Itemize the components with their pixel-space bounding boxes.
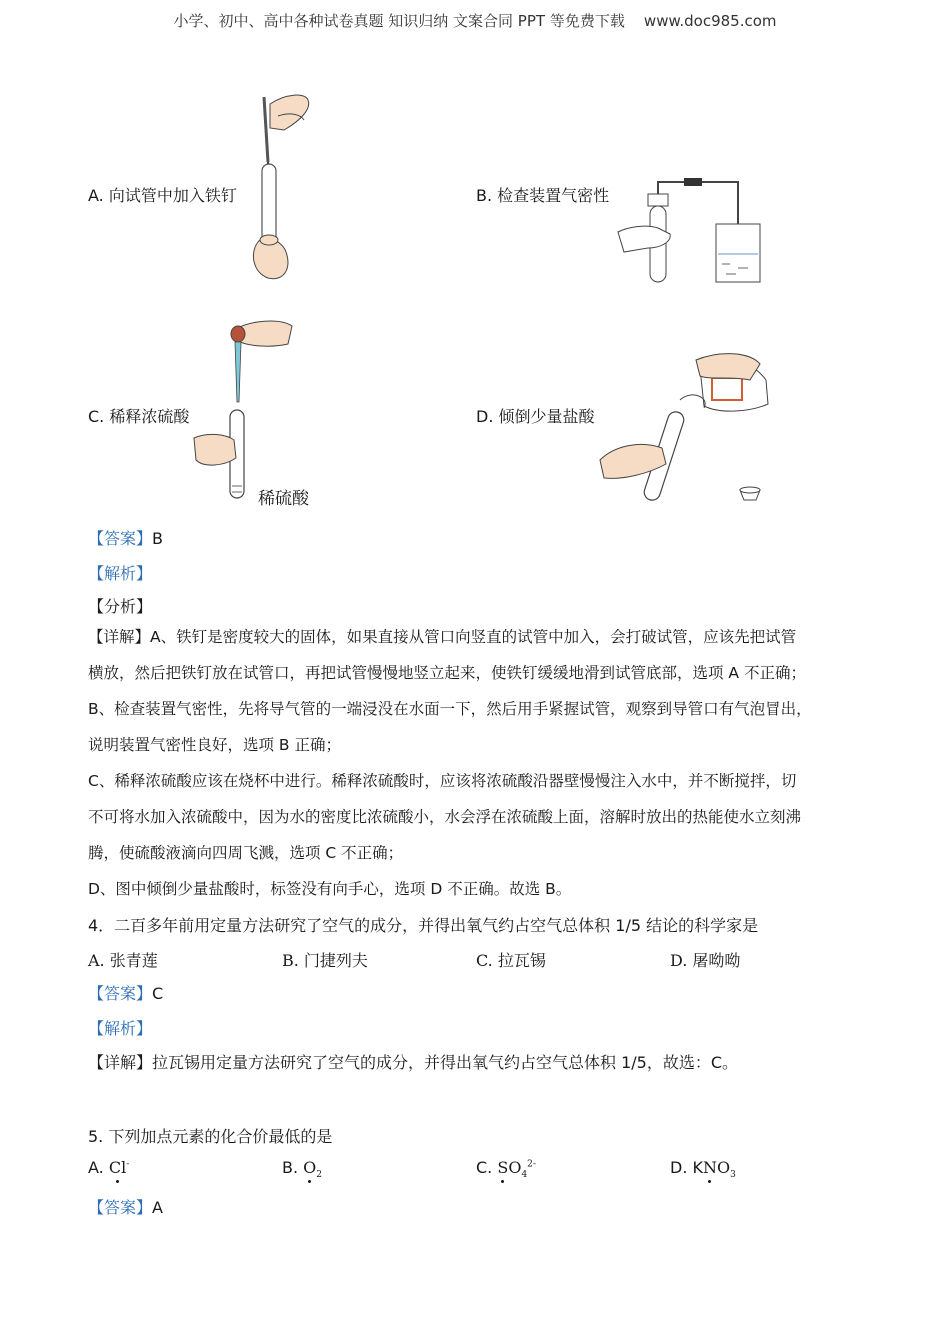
q3-option-a: A. 向试管中加入铁钉	[88, 186, 237, 205]
q3-detail-line: 【详解】A、铁钉是密度较大的固体，如果直接从管口向竖直的试管中加入，会打破试管，应该先把试管	[88, 628, 797, 646]
q4-answer: C	[152, 984, 164, 1003]
q5-option-c	[476, 1158, 536, 1180]
q3-detail-line: C、稀释浓硫酸应该在烧杯中进行。稀释浓硫酸时，应该将浓硫酸沿器壁慢慢注入水中，并不断搅拌，切	[88, 772, 797, 790]
q3-option-b: B. 检查装置气密性	[476, 186, 610, 205]
q5-option-prefix: B.	[282, 1158, 304, 1177]
q5-answer-tag: 【答案】	[88, 1198, 153, 1217]
q3-answer-tag: 【答案】	[88, 529, 153, 548]
q5-option-prefix: C.	[476, 1158, 498, 1177]
q4-answer-tag: 【答案】	[88, 984, 153, 1003]
q5-charge: -	[126, 1159, 130, 1170]
q4-option-b: B. 门捷列夫	[282, 951, 368, 970]
q5-dotted-element: O	[303, 1158, 317, 1177]
q4-option-d: D. 屠呦呦	[670, 951, 741, 970]
q3-detail-line: B、检查装置气密性，先将导气管的一端浸没在水面一下，然后用手紧握试管，观察到导管口有气泡冒出，	[88, 700, 812, 718]
q5-dotted-element: S	[497, 1158, 509, 1177]
q5-formula-rest: O	[508, 1158, 522, 1177]
q3-detail-line: 不可将水加入浓硫酸中，因为水的密度比浓硫酸小，水会浮在浓硫酸上面，溶解时放出的热能使水立刻沸	[88, 808, 802, 826]
q4-option-c: C. 拉瓦锡	[476, 951, 546, 970]
figure-d-pouring-acid	[600, 350, 780, 510]
q4-option-a: A. 张青莲	[88, 951, 158, 970]
q3-detail-line: 腾，使硫酸液滴向四周飞溅，选项 C 不正确；	[88, 844, 404, 862]
figure-a-adding-nail	[240, 92, 320, 282]
q5-option-b	[282, 1158, 322, 1180]
q5-option-a	[88, 1158, 129, 1177]
q3-fenxi-tag: 【分析】	[88, 597, 153, 616]
page-header	[0, 10, 950, 31]
q3-analysis-tag: 【解析】	[88, 564, 153, 583]
q4-stem: 4．二百多年前用定量方法研究了空气的成分，并得出氧气约占空气总体积 1/5 结论的科学家是	[88, 916, 759, 935]
q5-dotted-element: N	[702, 1158, 717, 1177]
q3-detail-line: 说明装置气密性良好，选项 B 正确；	[88, 736, 341, 754]
header-text: 小学、初中、高中各种试卷真题 知识归纳 文案合同 PPT 等免费下载	[173, 12, 625, 30]
q5-subscript: 2	[316, 1170, 323, 1181]
q3-detail-line: 横放，然后把铁钉放在试管口，再把试管慢慢地竖立起来，使铁钉缓缓地滑到试管底部，选项 A 不正确；	[88, 664, 806, 682]
q3-option-c: C. 稀释浓硫酸	[88, 407, 190, 426]
q5-answer: A	[152, 1198, 163, 1217]
q3-answer: B	[152, 529, 163, 548]
q3-option-d: D. 倾倒少量盐酸	[476, 407, 595, 426]
figure-c-label: 稀硫酸	[258, 489, 309, 509]
q5-subscript: 4	[521, 1170, 528, 1181]
q4-detail: 【详解】拉瓦锡用定量方法研究了空气的成分，并得出氧气约占空气总体积 1/5，故选：C。	[88, 1053, 739, 1072]
q5-option-prefix: A.	[88, 1158, 109, 1177]
q5-stem: 5. 下列加点元素的化合价最低的是	[88, 1127, 333, 1146]
q5-charge: 2-	[527, 1159, 536, 1170]
q5-formula-rest: O	[716, 1158, 731, 1177]
q5-dotted-element: Cl	[108, 1158, 127, 1177]
q5-answer-row	[88, 1195, 163, 1218]
figure-c-diluting-acid	[190, 318, 300, 508]
figure-b-airtightness-check	[618, 172, 778, 287]
q3-detail-line: D、图中倾倒少量盐酸时，标签没有向手心，选项 D 不正确。故选 B。	[88, 880, 572, 898]
q3-detail	[88, 619, 868, 907]
q3-answer-row	[88, 526, 163, 549]
q4-answer-row	[88, 981, 163, 1004]
q5-subscript: 3	[730, 1170, 736, 1181]
q5-option-d	[670, 1158, 736, 1180]
header-url: www.doc985.com	[643, 12, 777, 30]
q5-option-prefix: D. K	[670, 1158, 703, 1177]
q4-analysis-tag: 【解析】	[88, 1019, 153, 1038]
